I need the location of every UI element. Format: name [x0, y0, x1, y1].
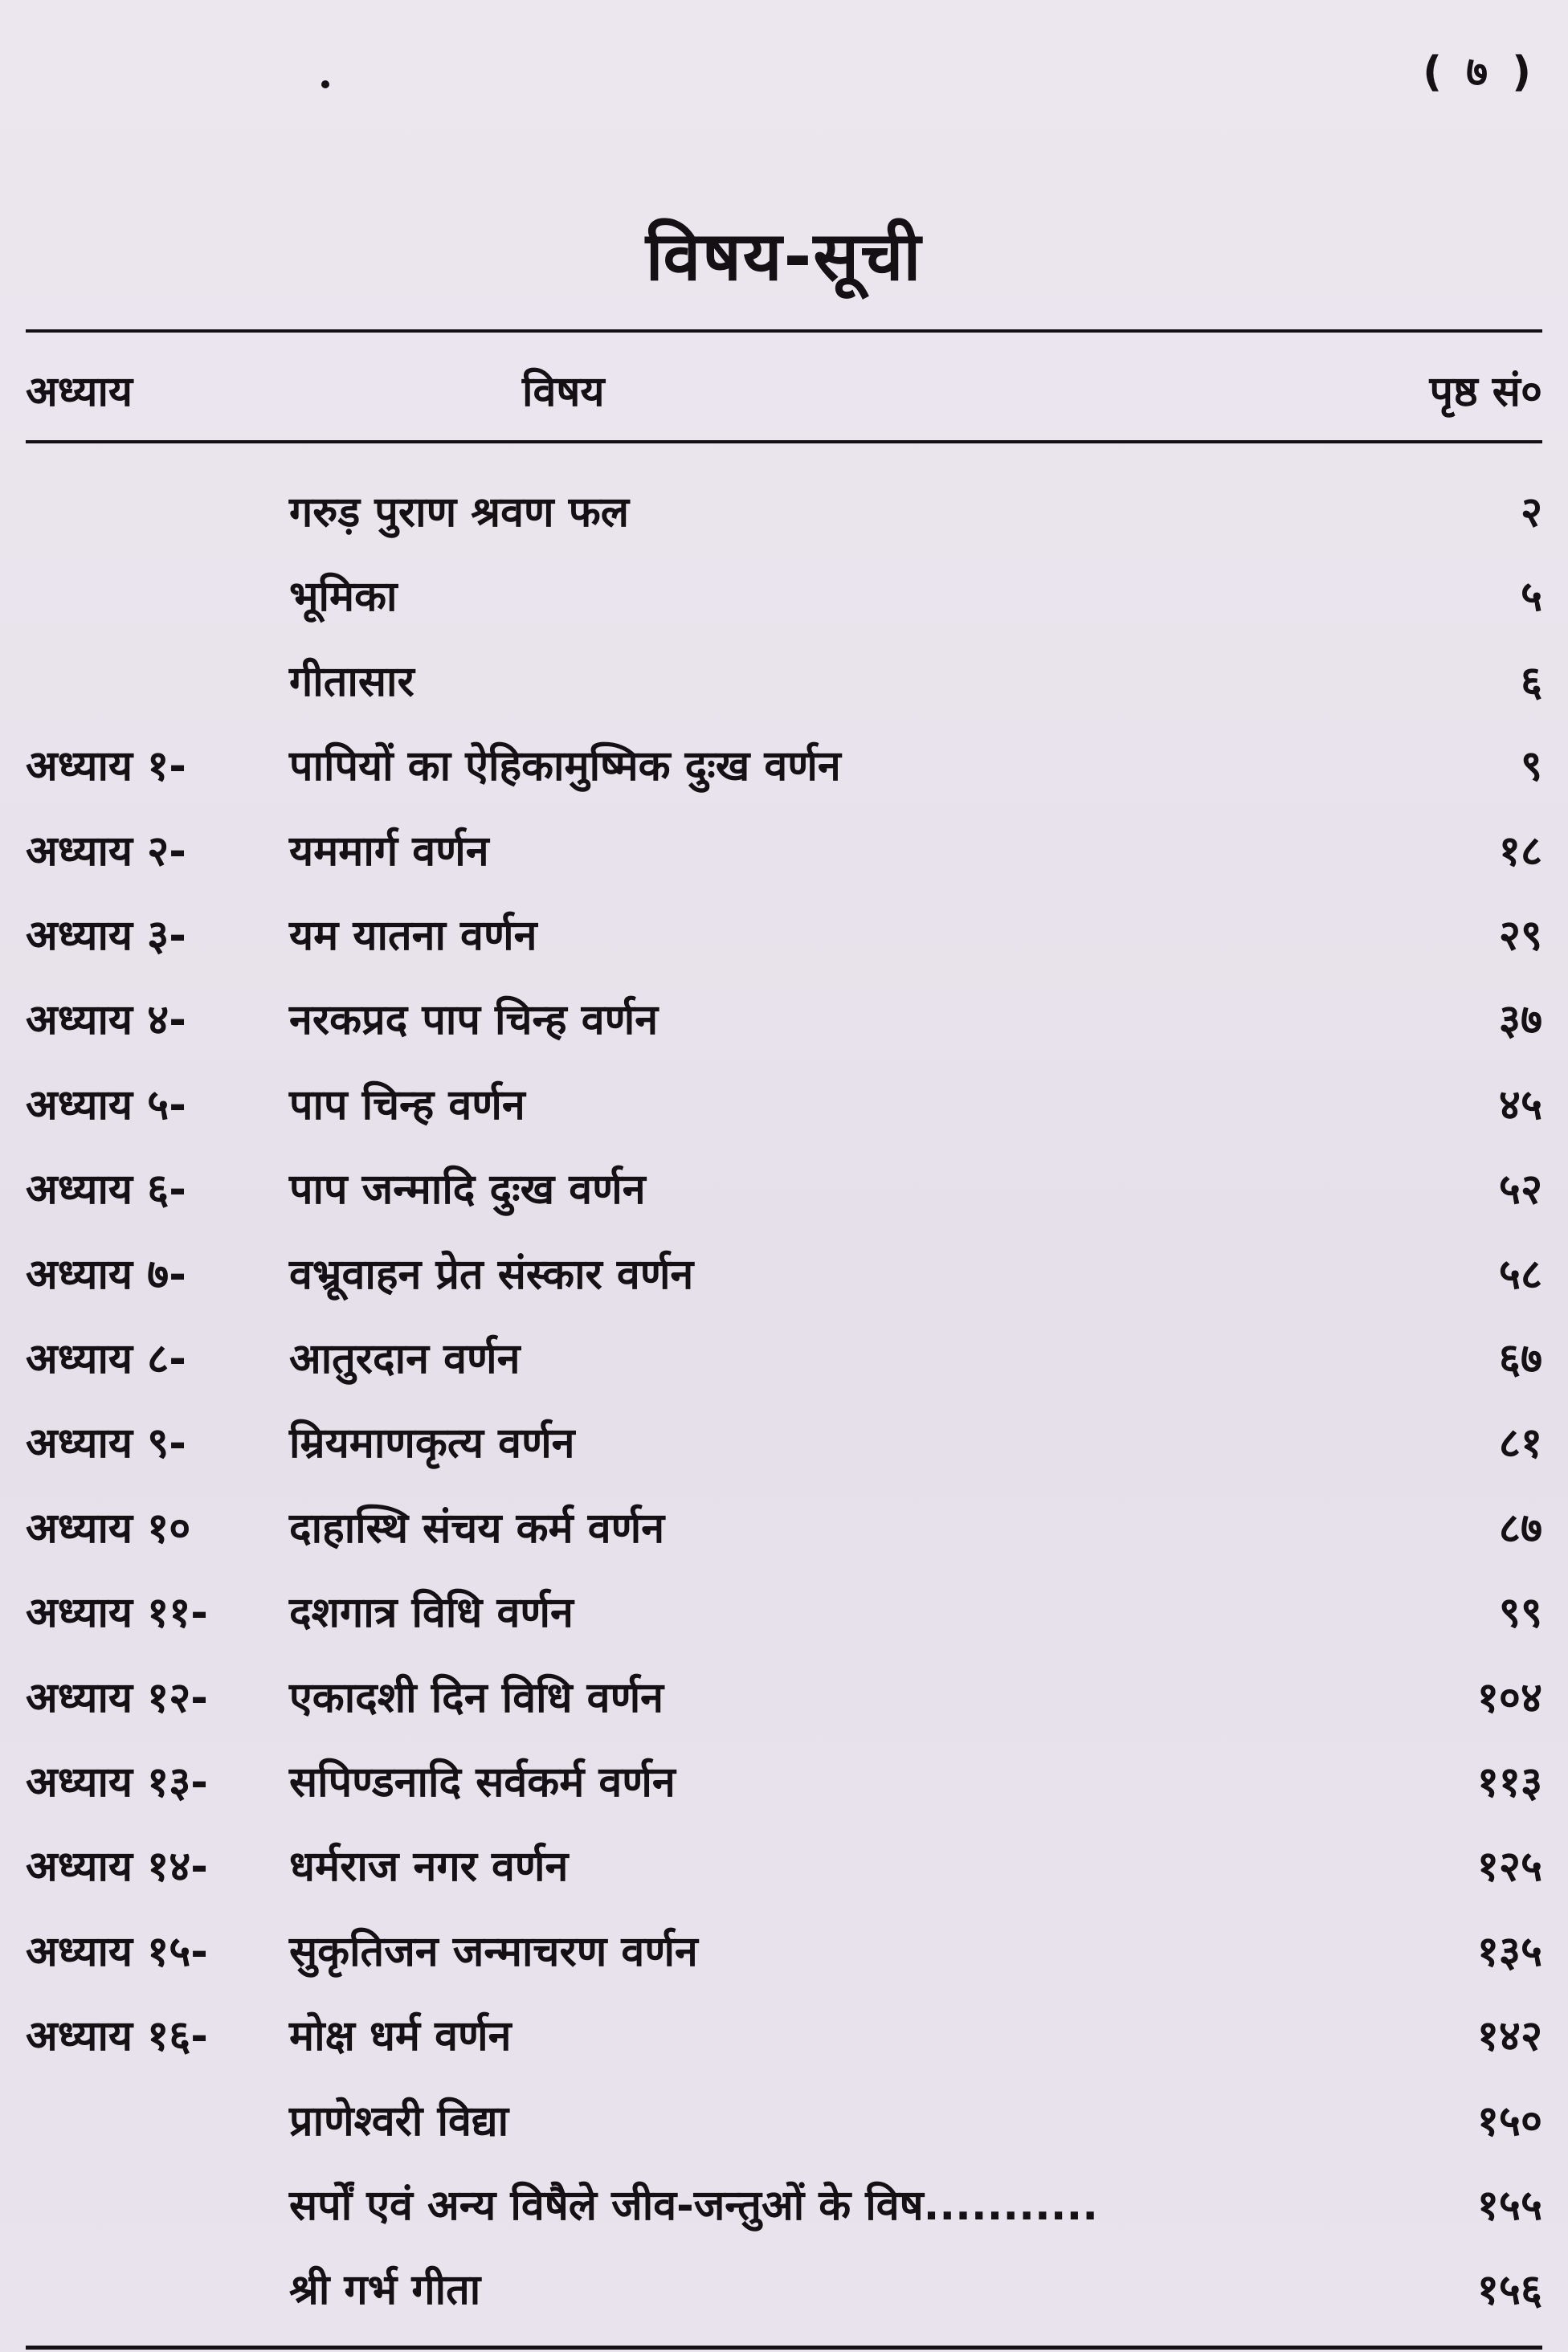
toc-page-number: ९९ — [1498, 1589, 1542, 1637]
toc-subject: प्राणेश्वरी विद्या — [289, 2097, 509, 2146]
toc-subject: वभ्रूवाहन प्रेत संस्कार वर्णन — [289, 1251, 694, 1299]
toc-page-number: १५६ — [1476, 2266, 1542, 2314]
toc-chapter-label: अध्याय ४- — [26, 996, 186, 1044]
toc-page-number: ५२ — [1498, 1166, 1542, 1214]
toc-chapter-label: अध्याय १२- — [26, 1674, 208, 1722]
toc-subject: गीतासार — [289, 658, 414, 706]
toc-chapter-label: अध्याय ६- — [26, 1166, 186, 1214]
toc-subject: भूमिका — [289, 573, 398, 621]
toc-chapter-label: अध्याय ९- — [26, 1419, 186, 1468]
bottom-divider — [26, 2346, 1542, 2350]
toc-page-number: ८१ — [1498, 1419, 1542, 1468]
toc-chapter-label: अध्याय ११- — [26, 1589, 208, 1637]
toc-row[interactable] — [0, 1243, 1568, 1323]
toc-subject: धर्मराज नगर वर्णन — [289, 1843, 569, 1891]
toc-page-number: ११३ — [1476, 1758, 1542, 1807]
toc-subject: श्री गर्भ गीता — [289, 2266, 481, 2314]
toc-subject: आतुरदान वर्णन — [289, 1335, 521, 1383]
toc-row[interactable] — [0, 1920, 1568, 2000]
toc-chapter-label: अध्याय ८- — [26, 1335, 186, 1383]
toc-chapter-label: अध्याय ७- — [26, 1251, 186, 1299]
ink-dot — [321, 80, 329, 88]
toc-page-number: ६७ — [1498, 1335, 1542, 1383]
header-divider — [26, 440, 1542, 443]
toc-chapter-label: अध्याय ३- — [26, 912, 186, 960]
toc-page-number: १८ — [1498, 827, 1542, 876]
toc-subject: यम यातना वर्णन — [289, 912, 537, 960]
toc-subject: नरकप्रद पाप चिन्ह वर्णन — [289, 996, 659, 1044]
toc-row[interactable] — [0, 1411, 1568, 1492]
top-divider — [26, 329, 1542, 333]
toc-page-number: १५५ — [1476, 2182, 1542, 2230]
toc-page-number: ६ — [1520, 658, 1542, 706]
toc-chapter-label: अध्याय १३- — [26, 1758, 208, 1807]
toc-page-number: ९ — [1520, 742, 1542, 790]
toc-row[interactable] — [0, 480, 1568, 561]
toc-row[interactable] — [0, 1750, 1568, 1831]
column-header-page: पृष्ठ सं० — [1429, 368, 1542, 416]
column-header-subject: विषय — [522, 368, 605, 416]
toc-subject: दाहास्थि संचय कर्म वर्णन — [289, 1505, 665, 1553]
toc-row[interactable] — [0, 904, 1568, 984]
toc-subject: पापियों का ऐहिकामुष्मिक दुःख वर्णन — [289, 742, 841, 790]
toc-row[interactable] — [0, 1327, 1568, 1407]
toc-page-number: १३५ — [1476, 1928, 1542, 1976]
toc-subject: यममार्ग वर्णन — [289, 827, 489, 876]
toc-subject: पाप जन्मादि दुःख वर्णन — [289, 1166, 646, 1214]
page-title: विषय-सूची — [645, 217, 923, 296]
toc-row[interactable] — [0, 650, 1568, 730]
toc-subject: एकादशी दिन विधि वर्णन — [289, 1674, 664, 1722]
toc-page-number: २९ — [1498, 912, 1542, 960]
toc-row[interactable] — [0, 734, 1568, 815]
toc-row[interactable] — [0, 988, 1568, 1068]
toc-row[interactable] — [0, 2004, 1568, 2085]
toc-row[interactable] — [0, 565, 1568, 645]
toc-subject: सपिण्डनादि सर्वकर्म वर्णन — [289, 1758, 676, 1807]
toc-row[interactable] — [0, 1497, 1568, 1577]
toc-row[interactable] — [0, 2258, 1568, 2338]
toc-subject: म्रियमाणकृत्य वर्णन — [289, 1419, 575, 1468]
toc-page-number: ४५ — [1498, 1081, 1542, 1129]
toc-row[interactable] — [0, 1835, 1568, 1915]
toc-page-number: ५८ — [1498, 1251, 1542, 1299]
toc-subject: गरुड़ पुराण श्रवण फल — [289, 488, 630, 537]
toc-row[interactable] — [0, 1666, 1568, 1746]
toc-row[interactable] — [0, 2174, 1568, 2254]
toc-subject: सुकृतिजन जन्माचरण वर्णन — [289, 1928, 698, 1976]
page-number: ( ७ ) — [1423, 48, 1536, 96]
toc-page-number: ८७ — [1498, 1505, 1542, 1553]
toc-chapter-label: अध्याय १- — [26, 742, 186, 790]
toc-row[interactable] — [0, 819, 1568, 900]
toc-chapter-label: अध्याय १० — [26, 1505, 191, 1553]
toc-page-number: ५ — [1520, 573, 1542, 621]
toc-row[interactable] — [0, 1073, 1568, 1154]
toc-subject: पाप चिन्ह वर्णन — [289, 1081, 525, 1129]
toc-row[interactable] — [0, 1158, 1568, 1238]
toc-chapter-label: अध्याय २- — [26, 827, 186, 876]
toc-page-number: ३७ — [1498, 996, 1542, 1044]
toc-chapter-label: अध्याय १५- — [26, 1928, 208, 1976]
toc-page-number: १५० — [1476, 2097, 1542, 2146]
toc-page-number: १२५ — [1476, 1843, 1542, 1891]
toc-chapter-label: अध्याय १४- — [26, 1843, 208, 1891]
column-header-chapter: अध्याय — [26, 368, 133, 416]
toc-subject: मोक्ष धर्म वर्णन — [289, 2012, 512, 2060]
toc-page-number: १४२ — [1476, 2012, 1542, 2060]
toc-page-number: २ — [1520, 488, 1542, 537]
toc-row[interactable] — [0, 1581, 1568, 1661]
toc-subject: दशगात्र विधि वर्णन — [289, 1589, 574, 1637]
toc-chapter-label: अध्याय १६- — [26, 2012, 208, 2060]
toc-chapter-label: अध्याय ५- — [26, 1081, 186, 1129]
toc-row[interactable] — [0, 2089, 1568, 2170]
toc-page-number: १०४ — [1476, 1674, 1542, 1722]
toc-subject: सर्पों एवं अन्य विषैले जीव-जन्तुओं के विष........... — [289, 2182, 1098, 2230]
